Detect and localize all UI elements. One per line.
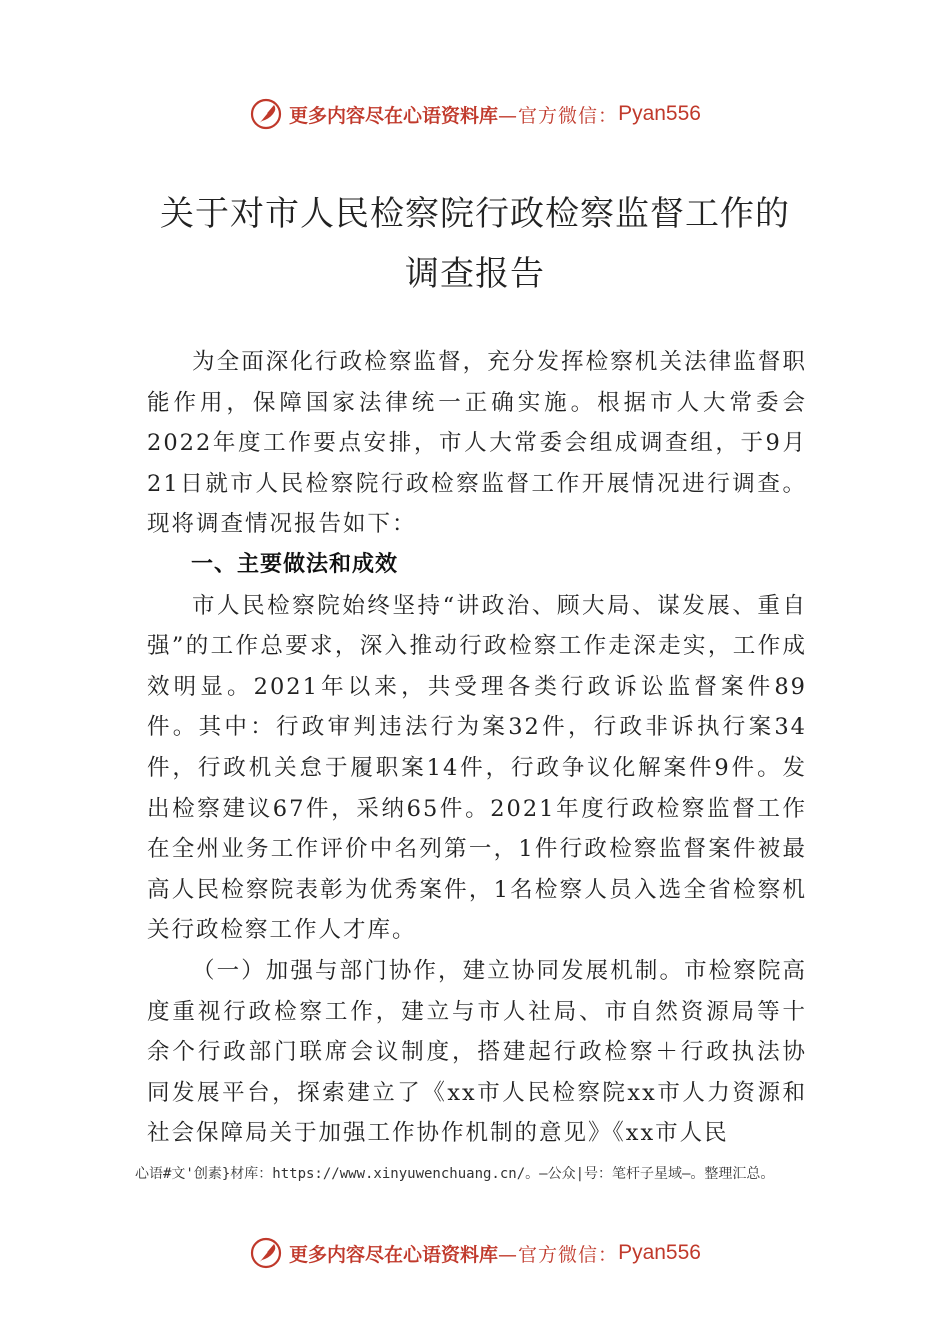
banner-wechat-id: Pyan556	[618, 1241, 701, 1264]
banner-promo-text: 更多内容尽在心语资料库	[289, 1243, 499, 1266]
intro-paragraph: 为全面深化行政检察监督，充分发挥检察机关法律监督职能作用，保障国家法律统一正确实施。根据市人大常委会2022年度工作要点安排，市人大常委会组成调查组，于9月21日就市人民检察院行政检察监督工作开展情况进行调查。现将调查情况报告如下：	[147, 349, 807, 538]
document-body	[147, 342, 807, 1154]
subsection1-paragraph: （一）加强与部门协作，建立协同发展机制。市检察院高度重视行政检察工作，建立与市人社局、市自然资源局等十余个行政部门联席会议制度，搭建起行政检察＋行政执法协同发展平台，探索建立了《xx市人民检察院xx市人力资源和社会保障局关于加强工作协作机制的意见》《xx市人民	[147, 957, 807, 1147]
section1-paragraph: 市人民检察院始终坚持“讲政治、顾大局、谋发展、重自强”的工作总要求，深入推动行政检察工作走深走实，工作成效明显。2021年以来，共受理各类行政诉讼监督案件89件。其中：行政审判违法行为案32件，行政非诉执行案34件，行政机关怠于履职案14件，行政争议化解案件9件。发出检察建议67件，采纳65件。2021年度行政检察监督工作在全州业务工作评价中名列第一，1件行政检察监督案件被最高人民检察院表彰为优秀案件，1名检察人员入选全省检察机关行政检察工作人才库。	[147, 592, 807, 944]
document-title-line2: 调查报告	[405, 254, 545, 294]
banner-contact-label: —官方微信：	[498, 104, 619, 127]
footer-note: 心语#文'创素}材库：https://www.xinyuwenchuang.cn/。—公众|号：笔杆子星域—。整理汇总。	[135, 1166, 775, 1182]
banner-contact-label: —官方微信：	[498, 1243, 619, 1266]
feather-pen-logo-icon	[249, 1236, 283, 1270]
section1-heading: 一、主要做法和成效	[191, 551, 399, 577]
bottom-banner	[0, 1233, 950, 1273]
banner-promo-text: 更多内容尽在心语资料库	[289, 104, 499, 127]
feather-pen-logo-icon	[249, 97, 283, 131]
document-title-line1: 关于对市人民检察院行政检察监督工作的	[160, 194, 790, 234]
banner-wechat-id: Pyan556	[618, 102, 701, 125]
top-banner	[0, 94, 950, 134]
